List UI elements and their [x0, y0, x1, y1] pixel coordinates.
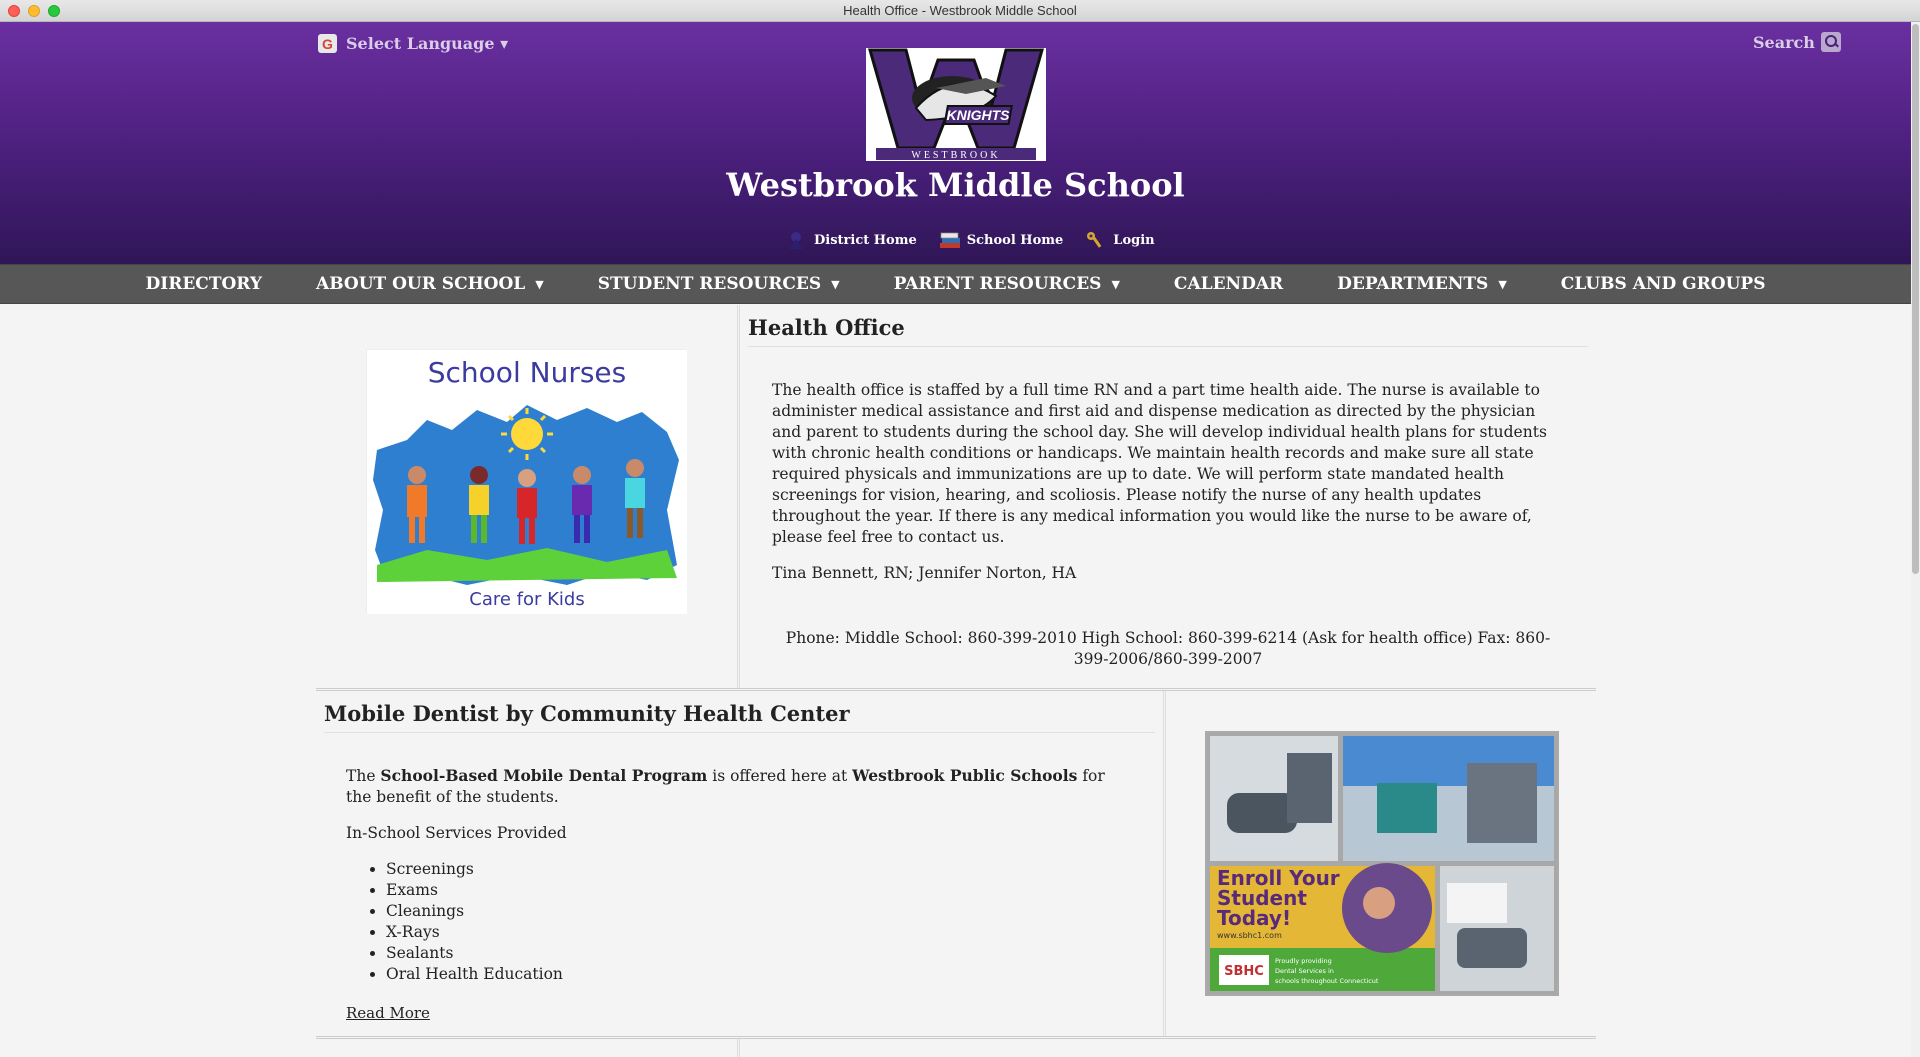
nav-label: CALENDAR: [1173, 274, 1284, 294]
nav-label: ABOUT OUR SCHOOL: [316, 274, 526, 294]
nav-label: DIRECTORY: [145, 274, 263, 294]
mobile-dentist-section: [316, 691, 1166, 1036]
list-item: • Screenings: [386, 859, 1133, 880]
logo-knights-text: KNIGHTS: [946, 107, 1010, 123]
list-item: • Oral Health Education: [386, 964, 1133, 985]
list-item: • Cleanings: [386, 901, 1133, 922]
books-icon: [939, 230, 959, 250]
knights-logo-icon: [866, 48, 1046, 161]
svg-text:Proudly providing: Proudly providing: [1275, 957, 1332, 965]
svg-text:Today!: Today!: [1217, 906, 1292, 930]
google-translate-icon: G: [318, 34, 337, 53]
svg-text:Dental Services in: Dental Services in: [1275, 967, 1334, 975]
intro-text: is offered here at: [707, 767, 853, 785]
health-office-body: [748, 380, 1588, 584]
mobile-dentist-row: [316, 691, 1596, 1039]
caret-down-icon: ▼: [1498, 277, 1507, 291]
logo-westbrook-text: WESTBROOK: [911, 150, 1001, 161]
list-item: • Exams: [386, 880, 1133, 901]
window-titlebar: [0, 0, 1920, 22]
program-name: School-Based Mobile Dental Program: [380, 766, 708, 785]
health-office-section: [740, 305, 1596, 688]
caret-down-icon: ▼: [831, 277, 840, 291]
login-label: Login: [1113, 232, 1155, 248]
nav-clubs-and-groups[interactable]: [1534, 264, 1793, 304]
login-link[interactable]: [1085, 230, 1154, 250]
nav-label: PARENT RESOURCES: [893, 274, 1102, 294]
mobile-dentist-body: [324, 765, 1155, 1024]
caret-down-icon: ▼: [1111, 277, 1120, 291]
health-office-row: [316, 305, 1596, 691]
school-nurses-image: [366, 349, 686, 613]
services-list: [386, 859, 1133, 985]
minimize-window-button[interactable]: [28, 5, 40, 17]
dental-image-column: [1166, 691, 1596, 1036]
language-label: Select Language ▾: [346, 34, 509, 53]
window-title: Health Office - Westbrook Middle School: [843, 3, 1077, 18]
main-nav: [0, 264, 1911, 304]
svg-text:schools throughout Connecticut: schools throughout Connecticut: [1275, 977, 1379, 985]
mobile-dentist-title: Mobile Dentist by Community Health Center: [324, 691, 1155, 733]
health-image-column: [316, 305, 740, 688]
maximize-window-button[interactable]: [48, 5, 60, 17]
nav-about-our-school[interactable]: [289, 264, 571, 304]
intro-text: for the benefit of the students.: [346, 767, 1105, 806]
nav-student-resources[interactable]: [571, 264, 867, 304]
district-icon: [786, 230, 806, 250]
school-home-link[interactable]: [939, 230, 1064, 250]
nav-label: CLUBS AND GROUPS: [1560, 274, 1766, 294]
next-section-row: [316, 1039, 1596, 1057]
nurses-illustration-icon: [367, 350, 687, 614]
school-district-name: Westbrook Public Schools: [852, 766, 1078, 785]
page-scrollbar[interactable]: [1911, 22, 1920, 1057]
language-selector[interactable]: [318, 34, 508, 53]
window-controls: [8, 5, 60, 17]
mobile-dentist-intro: [346, 765, 1133, 808]
nav-label: STUDENT RESOURCES: [597, 274, 822, 294]
keys-icon: [1085, 230, 1105, 250]
health-office-title: Health Office: [748, 305, 1588, 347]
nav-directory[interactable]: [119, 264, 290, 304]
nav-parent-resources[interactable]: [867, 264, 1147, 304]
caret-down-icon: ▼: [535, 277, 544, 291]
list-item: • X-Rays: [386, 922, 1133, 943]
district-home-label: District Home: [814, 232, 917, 248]
search-button[interactable]: [1753, 32, 1841, 52]
site-header: [0, 22, 1911, 264]
district-home-link[interactable]: [786, 230, 917, 250]
school-logo[interactable]: [866, 48, 1046, 161]
next-section-left: [316, 1039, 740, 1057]
svg-text:Enroll Your: Enroll Your: [1217, 866, 1340, 890]
health-office-staff: Tina Bennett, RN; Jennifer Norton, HA: [772, 564, 1077, 582]
health-office-phone: Phone: Middle School: 860-399-2010 High School: 860-399-6214 (Ask for health office) Fax: 860-399-2006/860-399-2007: [785, 629, 1551, 668]
nav-label: DEPARTMENTS: [1337, 274, 1489, 294]
image-url-text: www.sbhc1.com: [1217, 931, 1282, 940]
svg-text:Student: Student: [1217, 886, 1307, 910]
dental-program-image[interactable]: [1205, 731, 1559, 996]
search-label: Search: [1753, 32, 1815, 52]
header-links: [786, 230, 1155, 250]
read-more-link[interactable]: Read More: [346, 1004, 430, 1022]
main-content: [316, 305, 1596, 1057]
nurses-image-caption: Care for Kids: [469, 589, 585, 610]
nav-calendar[interactable]: [1147, 264, 1310, 304]
nurses-image-title: School Nurses: [427, 356, 627, 389]
school-name: Westbrook Middle School: [726, 166, 1185, 204]
list-item: • Sealants: [386, 943, 1133, 964]
scrollbar-thumb[interactable]: [1912, 24, 1919, 574]
school-home-label: School Home: [966, 232, 1064, 248]
nav-departments[interactable]: [1310, 264, 1534, 304]
services-heading: In-School Services Provided: [346, 824, 567, 842]
dental-collage-icon: [1207, 733, 1557, 994]
sbhc-logo-text: SBHC: [1224, 964, 1264, 979]
close-window-button[interactable]: [8, 5, 20, 17]
health-office-paragraph: The health office is staffed by a full time RN and a part time health aide. The nurse is available to administer medical assistance and first aid and dispense medication as directed by the physician and parent to students during the school day. She will develop individual health plans for students with chronic health conditions or handicaps. We maintain health records and make sure all state required physicals and immunizations are up to date. We will perform state mandated health screenings for vision, hearing, and scoliosis. Please notify the nurse of any health updates throughout the year. If there is any medical information you would like the nurse to be aware of, please feel free to contact us.: [772, 381, 1547, 546]
search-icon: [1821, 32, 1841, 52]
intro-text: The: [346, 767, 381, 785]
